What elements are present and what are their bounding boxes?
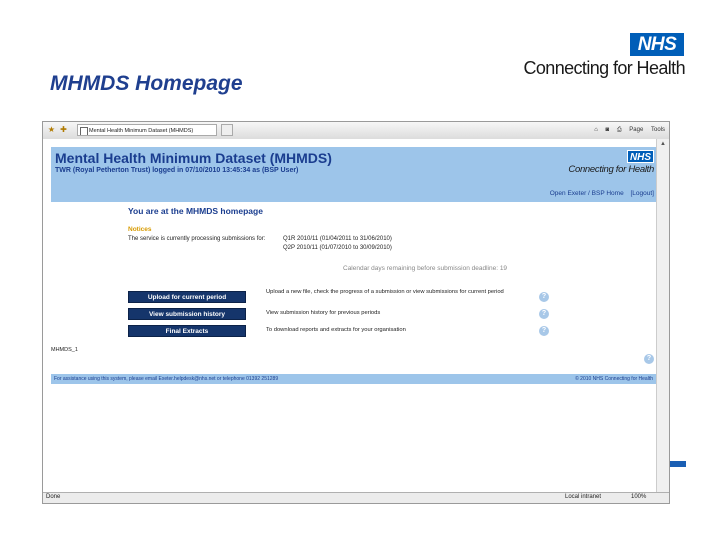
app-title: Mental Health Minimum Dataset (MHMDS) — [55, 150, 332, 166]
app-header-banner — [51, 147, 656, 202]
help-icon[interactable]: ? — [539, 309, 549, 319]
browser-window — [42, 121, 670, 504]
page-content — [43, 139, 656, 492]
tab-title: Mental Health Minimum Dataset (MHMDS) — [89, 128, 194, 134]
page-code: MHMDS_1 — [51, 347, 78, 353]
logout-link[interactable]: [Logout] — [630, 190, 654, 197]
upload-current-period-button[interactable]: Upload for current period — [128, 291, 246, 303]
tools-menu[interactable]: Tools — [650, 127, 665, 133]
header-nav — [531, 190, 654, 197]
slide-accent-bar — [668, 461, 686, 467]
help-icon[interactable]: ? — [644, 354, 654, 364]
browser-toolbar — [43, 122, 669, 140]
zoom-level[interactable]: 100% — [631, 494, 647, 500]
login-info: TWR (Royal Petherton Trust) logged in 07/10/2010 13:45:34 as (BSP User) — [55, 167, 299, 174]
vertical-scrollbar[interactable] — [656, 139, 669, 492]
action-description: Upload a new file, check the progress of a submission or view submissions for current period — [266, 289, 504, 295]
period-item: Q2P 2010/11 (01/07/2010 to 30/09/2010) — [283, 245, 392, 251]
browser-status-bar — [43, 492, 669, 503]
action-description: View submission history for previous periods — [266, 310, 381, 316]
nhs-logo: NHS — [630, 33, 684, 56]
command-bar — [588, 124, 665, 136]
cfh-logo-text: Connecting for Health — [523, 58, 685, 78]
copyright-text[interactable]: © 2010 NHS Connecting for Health — [575, 376, 653, 382]
footer-bar — [51, 374, 656, 384]
period-item: Q1R 2010/11 (01/04/2011 to 31/06/2010) — [283, 236, 392, 242]
browser-tab[interactable] — [77, 124, 217, 136]
view-submission-history-button[interactable]: View submission history — [128, 308, 246, 320]
helpdesk-text: For assistance using this system, please email Exeter.helpdesk@nhs.net or telephone 01392 251289 — [54, 376, 279, 382]
security-zone: Local intranet — [565, 494, 602, 500]
deadline-text: Calendar days remaining before submission deadline: 19 — [343, 265, 508, 272]
favorites-star-icon[interactable]: ★ — [47, 125, 56, 134]
slide-title: MHMDS Homepage — [50, 72, 243, 95]
print-icon[interactable]: ⎙ — [616, 127, 622, 133]
add-favorites-icon[interactable]: ✚ — [60, 125, 67, 134]
new-tab-button[interactable] — [221, 124, 233, 136]
notices-heading: Notices — [128, 226, 152, 233]
open-exeter-home-link[interactable]: Open Exeter / BSP Home — [549, 190, 624, 197]
status-text: Done — [46, 494, 61, 500]
help-icon[interactable]: ? — [539, 326, 549, 336]
cfh-logo-text: Connecting for Health — [568, 164, 654, 175]
feeds-icon[interactable]: ◙ — [605, 127, 610, 133]
help-icon[interactable]: ? — [539, 292, 549, 302]
page-menu[interactable]: Page — [629, 127, 644, 133]
page-heading: You are at the MHMDS homepage — [128, 206, 263, 216]
notice-text: The service is currently processing submissions for: — [128, 236, 266, 242]
action-description: To download reports and extracts for your organisation — [266, 327, 406, 333]
final-extracts-button[interactable]: Final Extracts — [128, 325, 246, 337]
scroll-up-icon[interactable]: ▲ — [660, 141, 666, 147]
page-favicon-icon — [80, 127, 88, 136]
nhs-logo: NHS — [627, 150, 654, 163]
home-icon[interactable]: ⌂ — [594, 127, 598, 133]
